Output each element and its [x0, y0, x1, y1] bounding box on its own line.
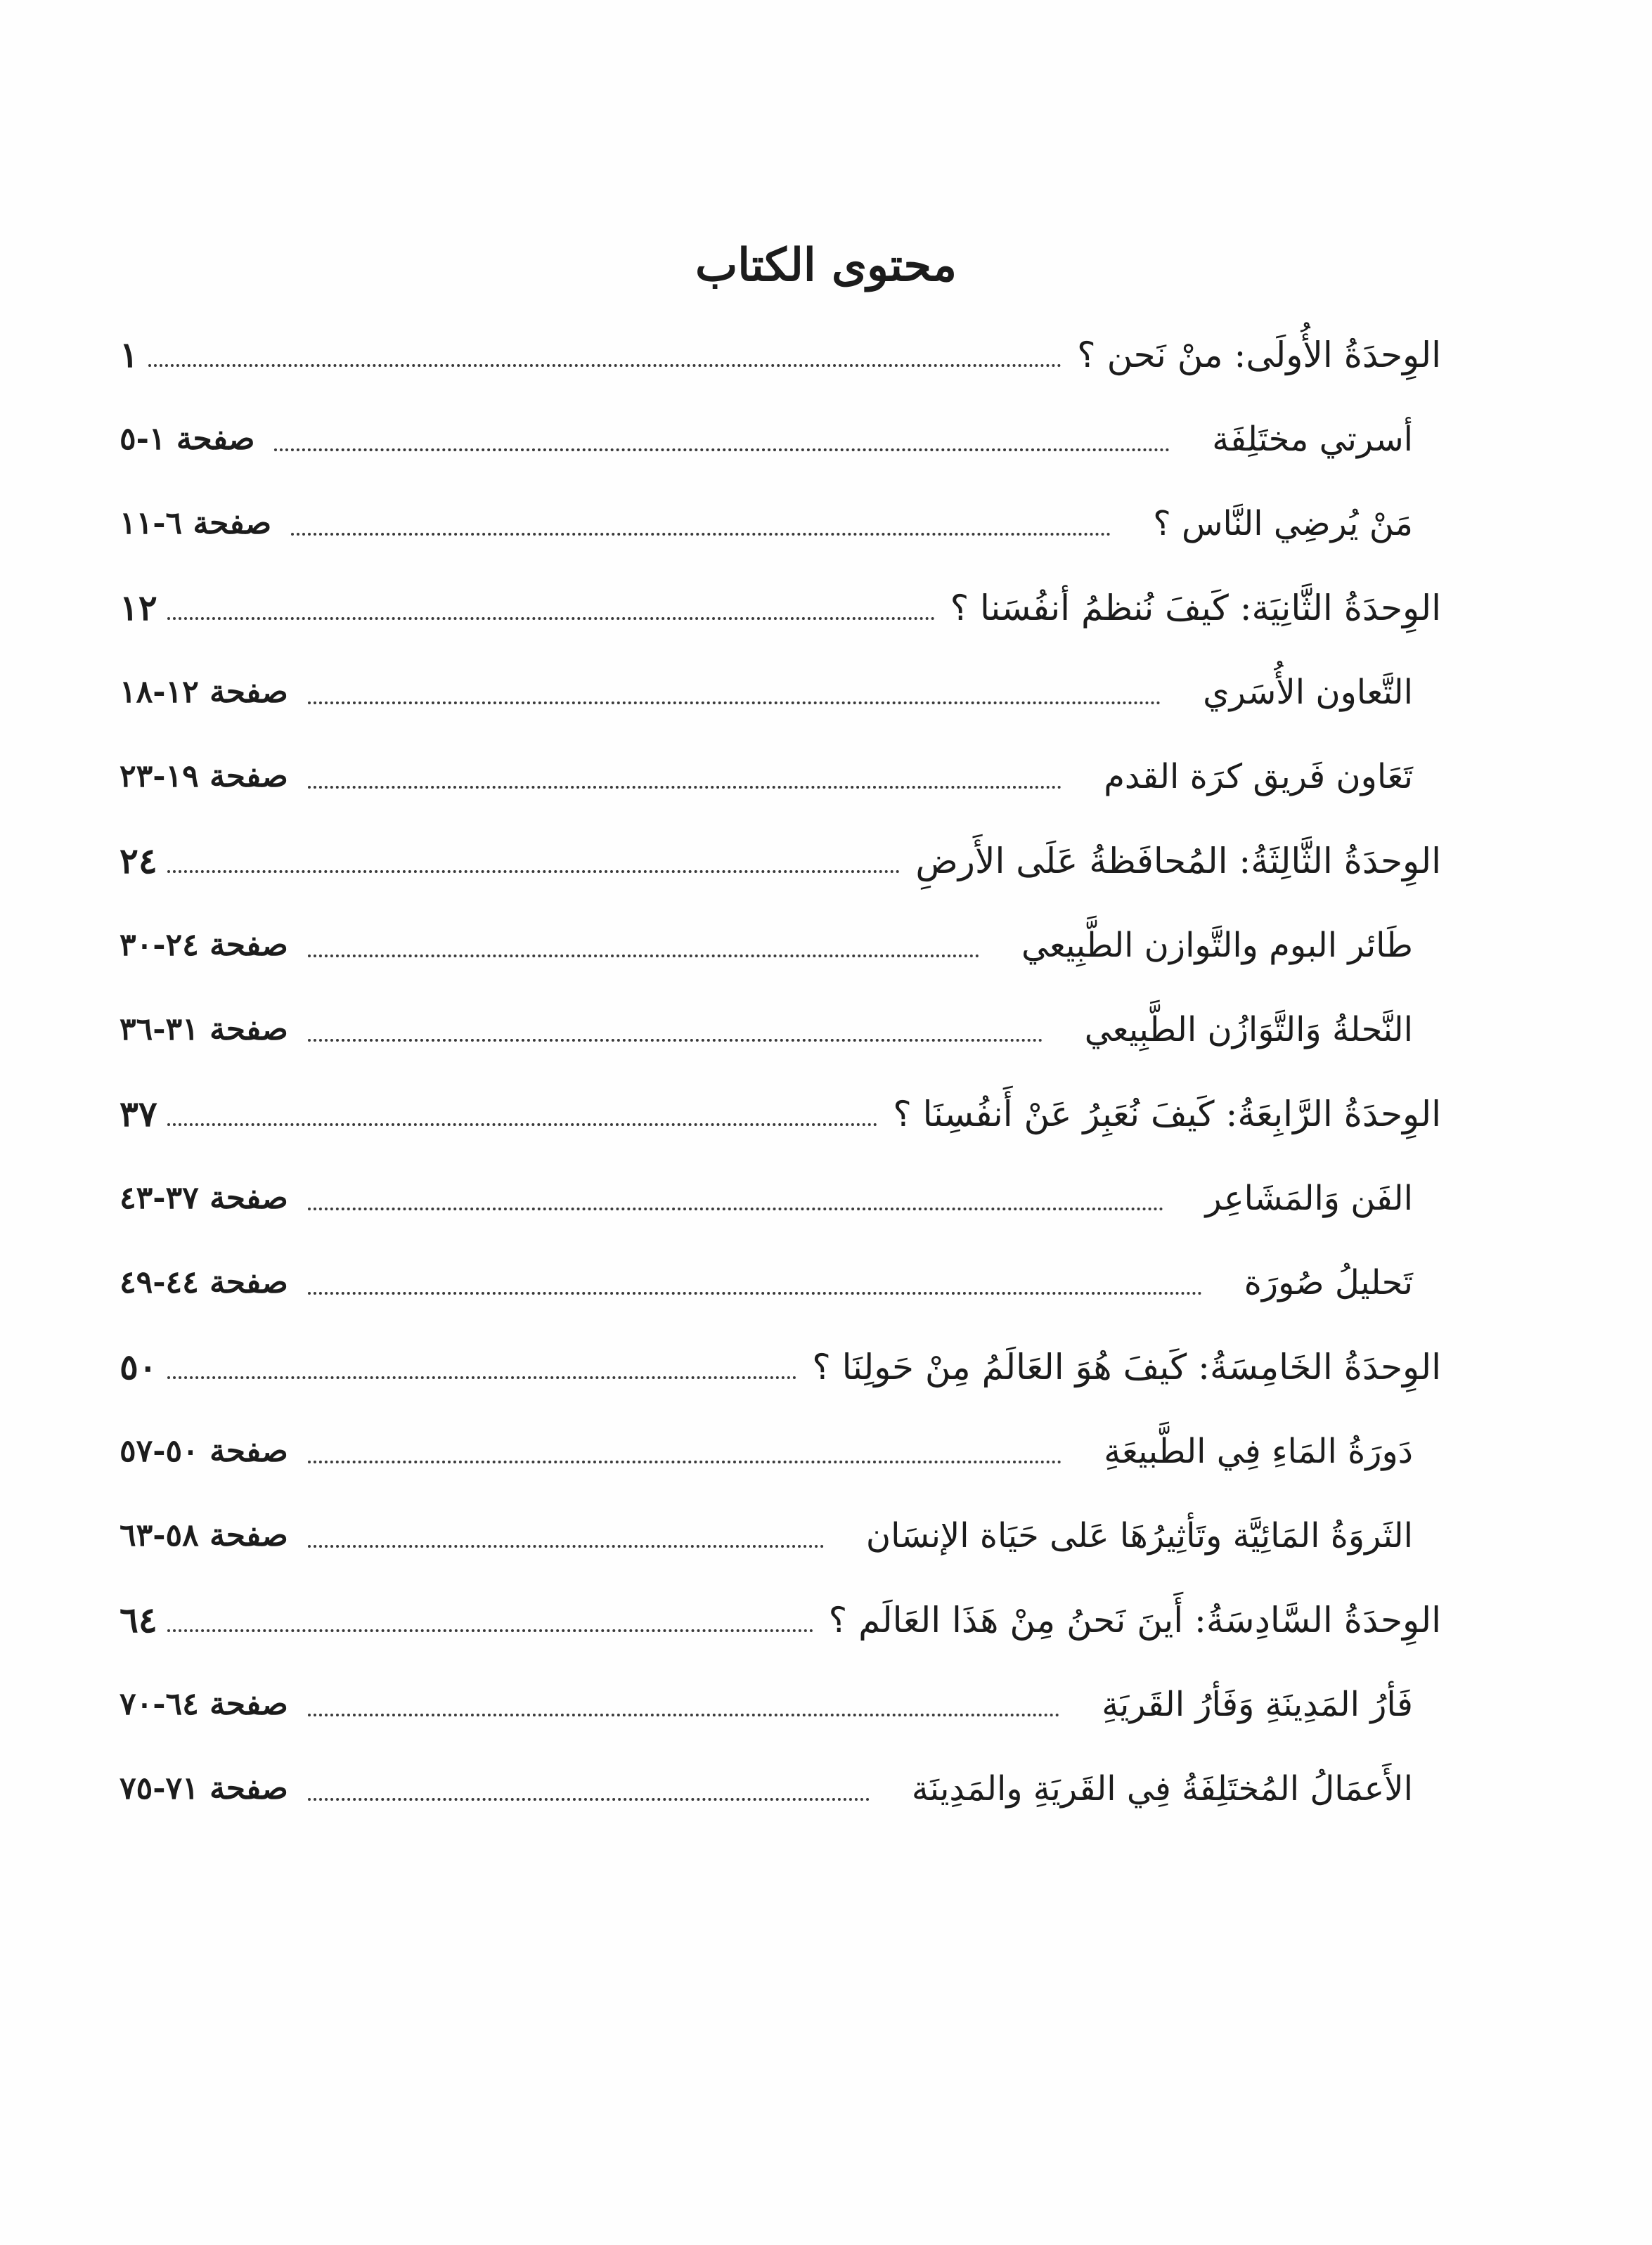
page-reference: صفحة ٥٠-٥٧: [120, 1433, 288, 1469]
page-reference: صفحة ٢٤-٣٠: [120, 927, 288, 963]
toc-unit-row: [120, 295, 1441, 380]
page-reference: صفحة ١-٥: [120, 421, 255, 457]
toc-lesson-row: [120, 1476, 1441, 1560]
lesson-title: دَورَةُ المَاءِ فِي الطَّبيعَةِ: [1104, 1432, 1413, 1471]
toc-lesson-row: [120, 1139, 1441, 1223]
lesson-title: فَأرُ المَدِينَةِ وَفَأرُ القَريَةِ: [1102, 1685, 1413, 1724]
lesson-title: الثَروَةُ المَائِيَّة وتَأثِيرُهَا عَلى حَيَاة الإنسَان: [865, 1516, 1413, 1555]
toc-lesson-row: [120, 1223, 1441, 1307]
toc-unit-row: [120, 1054, 1441, 1139]
dot-leader: [308, 1545, 824, 1548]
page-title: محتوى الكتاب: [695, 239, 957, 292]
dot-leader: [308, 955, 979, 957]
page-reference: صفحة ١٢-١٨: [120, 674, 288, 710]
lesson-title: طَائر البوم والتَّوازن الطَّبِيعي: [1021, 926, 1413, 965]
page-reference: صفحة ١٩-٢٣: [120, 758, 288, 794]
page-reference: صفحة ٦٤-٧٠: [120, 1686, 288, 1722]
dot-leader: [291, 533, 1111, 536]
unit-title: الوِحدَةُ الثَّالِثَةُ: المُحافَظةُ عَلَى الأَرضِ: [915, 841, 1441, 881]
dot-leader: [274, 448, 1170, 451]
lesson-title: النَّحلةُ وَالتَّوَازُن الطَّبِيعي: [1084, 1010, 1413, 1049]
lesson-title: الفَن وَالمَشَاعِر: [1205, 1179, 1413, 1218]
unit-title: الوِحدَةُ الثَّانِيَة: كَيفَ نُنظمُ أنفُسَنا ؟: [950, 588, 1441, 628]
page-reference: صفحة ٦-١١: [120, 505, 272, 541]
lesson-title: تَعَاون فَريق كرَة القدم: [1104, 757, 1413, 796]
dot-leader: [308, 786, 1061, 789]
toc-lesson-row: [120, 1645, 1441, 1729]
page-reference: صفحة ٧١-٧٥: [120, 1771, 288, 1806]
page-reference: ٦٤: [120, 1599, 157, 1641]
page-reference: صفحة ٣٧-٤٣: [120, 1180, 288, 1216]
lesson-title: التَّعاون الأُسَري: [1203, 673, 1413, 712]
dot-leader: [167, 617, 935, 620]
lesson-title: تَحليلُ صُورَة: [1244, 1263, 1413, 1302]
lesson-title: مَنْ يُرضِي النَّاس ؟: [1153, 504, 1413, 543]
toc-unit-row: [120, 801, 1441, 886]
toc-lesson-row: [120, 1729, 1441, 1813]
unit-title: الوِحدَةُ الخَامِسَةُ: كَيفَ هُوَ العَالَمُ مِنْ حَولِنَا ؟: [812, 1347, 1441, 1387]
lesson-title: أسرتي مختَلِفَة: [1212, 420, 1413, 459]
toc-lesson-row: [120, 380, 1441, 464]
unit-title: الوِحدَةُ الرَّابِعَةُ: كَيفَ نُعَبِرُ عَنْ أَنفُسِنَا ؟: [893, 1094, 1441, 1134]
toc-unit-row: [120, 1307, 1441, 1392]
toc-lesson-row: [120, 970, 1441, 1054]
page-reference: صفحة ٤٤-٤٩: [120, 1264, 288, 1300]
toc-lesson-row: [120, 633, 1441, 717]
dot-leader: [308, 1039, 1043, 1042]
page-reference: صفحة ٣١-٣٦: [120, 1011, 288, 1047]
dot-leader: [167, 1123, 877, 1126]
dot-leader: [167, 1629, 813, 1632]
toc-unit-row: [120, 1560, 1441, 1645]
lesson-title: الأَعمَالُ المُختَلِفَةُ فِي القَريَةِ والمَدِينَة: [911, 1769, 1413, 1809]
dot-leader: [308, 1461, 1062, 1463]
dot-leader: [308, 1208, 1163, 1210]
dot-leader: [167, 1376, 797, 1379]
page-reference: صفحة ٥٨-٦٣: [120, 1518, 288, 1553]
page-reference: ٢٤: [120, 840, 157, 881]
toc-lesson-row: [120, 886, 1441, 970]
dot-leader: [308, 1292, 1202, 1295]
dot-leader: [308, 1714, 1060, 1716]
toc-unit-row: [120, 548, 1441, 633]
toc-lesson-row: [120, 464, 1441, 548]
toc-lesson-row: [120, 717, 1441, 801]
unit-title: الوِحدَةُ السَّادِسَةُ: أَينَ نَحنُ مِنْ هَذَا العَالَم ؟: [828, 1600, 1441, 1641]
dot-leader: [148, 364, 1061, 367]
page-reference: ١٢: [120, 587, 157, 628]
dot-leader: [167, 870, 901, 873]
toc-lesson-row: [120, 1392, 1441, 1476]
dot-leader: [308, 701, 1161, 704]
dot-leader: [308, 1798, 870, 1801]
page-reference: ٣٧: [120, 1093, 157, 1134]
unit-title: الوِحدَةُ الأُولَى: منْ نَحن ؟: [1077, 335, 1441, 375]
page-reference: ١: [120, 334, 138, 375]
page-reference: ٥٠: [120, 1346, 157, 1387]
